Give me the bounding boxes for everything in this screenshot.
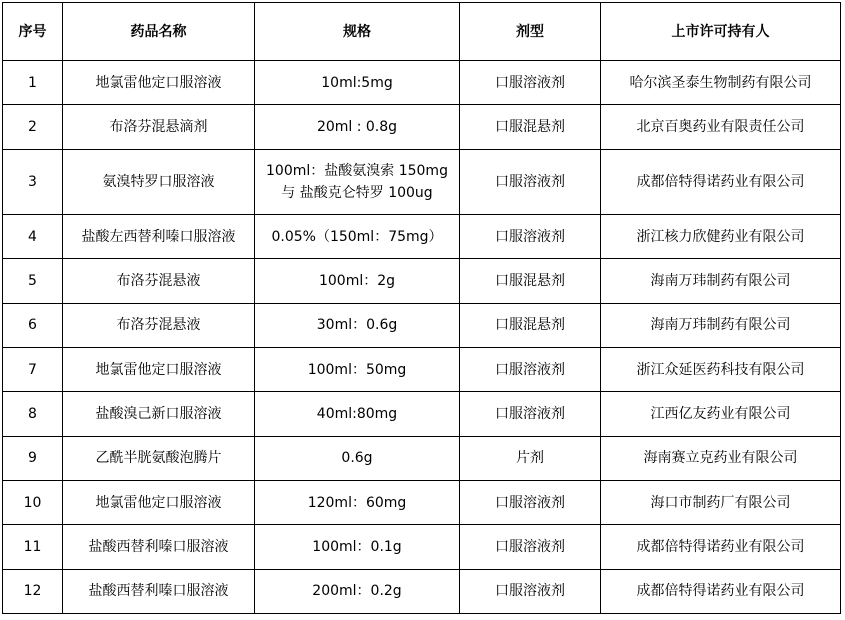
cell-holder: 北京百奥药业有限责任公司 [601,105,841,149]
cell-spec: 120ml：60mg [255,480,460,524]
cell-name: 盐酸左西替利嗪口服溶液 [63,215,255,259]
cell-name: 盐酸西替利嗪口服溶液 [63,569,255,613]
table-row [3,480,841,524]
cell-holder: 哈尔滨圣泰生物制药有限公司 [601,61,841,105]
cell-name: 布洛芬混悬液 [63,259,255,303]
cell-form: 口服混悬剂 [460,303,601,347]
table-row [3,436,841,480]
cell-spec: 100ml：盐酸氨溴索 150mg 与 盐酸克仑特罗 100ug [255,149,460,214]
cell-spec: 100ml：0.1g [255,525,460,569]
header-no: 序号 [3,3,63,61]
cell-name: 地氯雷他定口服溶液 [63,348,255,392]
cell-form: 口服溶液剂 [460,569,601,613]
table-row [3,61,841,105]
cell-form: 口服混悬剂 [460,259,601,303]
table-row [3,569,841,613]
table-row [3,525,841,569]
cell-no: 2 [3,105,63,149]
cell-form: 口服溶液剂 [460,348,601,392]
cell-form: 口服溶液剂 [460,149,601,214]
cell-no: 3 [3,149,63,214]
cell-no: 5 [3,259,63,303]
cell-spec: 0.6g [255,436,460,480]
cell-spec: 10ml:5mg [255,61,460,105]
cell-holder: 浙江众延医药科技有限公司 [601,348,841,392]
cell-holder: 海南万玮制药有限公司 [601,303,841,347]
header-holder: 上市许可持有人 [601,3,841,61]
cell-spec: 30ml：0.6g [255,303,460,347]
cell-spec: 40ml:80mg [255,392,460,436]
cell-no: 7 [3,348,63,392]
header-row [3,3,841,61]
drug-table [2,2,841,614]
cell-no: 1 [3,61,63,105]
cell-no: 8 [3,392,63,436]
cell-spec: 100ml：2g [255,259,460,303]
cell-no: 6 [3,303,63,347]
cell-name: 氨溴特罗口服溶液 [63,149,255,214]
header-spec: 规格 [255,3,460,61]
cell-holder: 海南万玮制药有限公司 [601,259,841,303]
cell-form: 口服溶液剂 [460,525,601,569]
cell-no: 12 [3,569,63,613]
cell-no: 11 [3,525,63,569]
cell-holder: 成都倍特得诺药业有限公司 [601,149,841,214]
cell-name: 布洛芬混悬液 [63,303,255,347]
cell-name: 地氯雷他定口服溶液 [63,480,255,524]
table-row [3,303,841,347]
table-row [3,348,841,392]
cell-no: 10 [3,480,63,524]
cell-form: 口服溶液剂 [460,480,601,524]
table-row [3,392,841,436]
table-row [3,215,841,259]
cell-form: 口服溶液剂 [460,215,601,259]
cell-holder: 海南赛立克药业有限公司 [601,436,841,480]
cell-holder: 成都倍特得诺药业有限公司 [601,525,841,569]
cell-spec: 100ml：50mg [255,348,460,392]
header-name: 药品名称 [63,3,255,61]
cell-name: 地氯雷他定口服溶液 [63,61,255,105]
cell-no: 9 [3,436,63,480]
cell-spec: 20ml : 0.8g [255,105,460,149]
cell-form: 片剂 [460,436,601,480]
cell-name: 布洛芬混悬滴剂 [63,105,255,149]
cell-no: 4 [3,215,63,259]
cell-form: 口服溶液剂 [460,61,601,105]
cell-form: 口服溶液剂 [460,392,601,436]
cell-name: 乙酰半胱氨酸泡腾片 [63,436,255,480]
cell-holder: 浙江核力欣健药业有限公司 [601,215,841,259]
cell-name: 盐酸西替利嗪口服溶液 [63,525,255,569]
cell-spec: 0.05%（150ml：75mg） [255,215,460,259]
cell-spec: 200ml：0.2g [255,569,460,613]
table-row [3,149,841,214]
cell-name: 盐酸溴己新口服溶液 [63,392,255,436]
table-row [3,105,841,149]
cell-holder: 海口市制药厂有限公司 [601,480,841,524]
header-form: 剂型 [460,3,601,61]
cell-holder: 成都倍特得诺药业有限公司 [601,569,841,613]
cell-form: 口服混悬剂 [460,105,601,149]
cell-holder: 江西亿友药业有限公司 [601,392,841,436]
table-row [3,259,841,303]
